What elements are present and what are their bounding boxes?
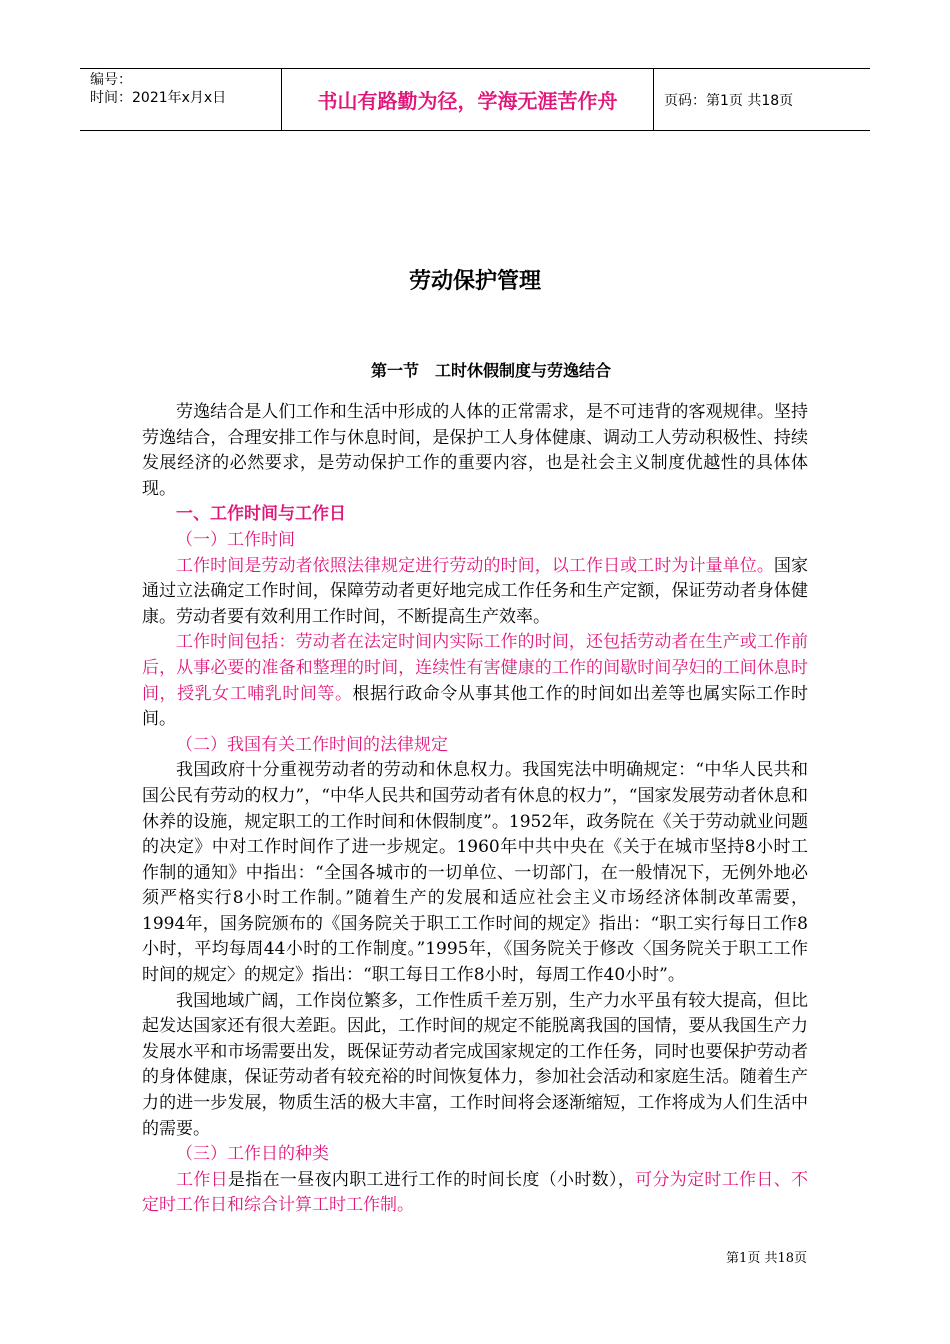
number-label: 编号： [90,72,132,88]
subheading-workday-types: （三）工作日的种类 [176,1144,329,1165]
date-label: 时间：2021年x月x日 [90,90,227,106]
heading-work-time-and-workday: 一、工作时间与工作日 [176,504,346,525]
body-text: 国家通过立法确定工作时间，保障劳动者更好地完成工作任务和生产定额，保证劳动者身体健康。劳动者要有效利用工作时间，不断提高生产效率。 [142,555,809,627]
highlight-text: 可分为定时工作日、不定时工作日和综合计算工时工作制。 [142,1169,809,1216]
body-text: 根据行政命令从事其他工作的时间如出差等也属实际工作时间。 [142,683,809,730]
intro-paragraph: 劳逸结合是人们工作和生活中形成的人体的正常需求，是不可违背的客观规律。坚持劳逸结合，合理安排工作与休息时间，是保护工人身体健康、调动工人劳动积极性、持续发展经济的必然要求，是劳动保护工作的重要内容，也是社会主义制度优越性的具体体现。 [142,402,808,499]
header-page-info: 页码：第1页 共18页 [664,92,794,109]
paragraph-work-time-definition [142,554,808,631]
highlight-text: 工作时间是劳动者依照法律规定进行劳动的时间，以工作日或工时为计量单位。 [176,555,774,576]
body-text: 是指在一昼夜内职工进行工作的时间长度（小时数）， [227,1169,636,1190]
header-motto: 书山有路勤为径，学海无涯苦作舟 [282,69,654,130]
paragraph-workday-types [142,1168,808,1219]
paragraph-legal-provisions: 我国政府十分重视劳动者的劳动和休息权力。我国宪法中明确规定：“中华人民共和国公民有劳动的权力”，“中华人民共和国劳动者有休息的权力”，“国家发展劳动者休息和休养的设施，规定职工的工作时间和休假制度”。1952年，政务院在《关于劳动就业问题的决定》中对工作时间作了进一步规定。1960年中共中央在《关于在城市坚持8小时工作制的通知》中指出：“全国各城市的一切单位、一切部门，在一般情况下，无例外地必须严格实行8小时工作制。”随着生产的发展和适应社会主义市场经济体制改革需要，1994年，国务院颁布的《国务院关于职工工作时间的规定》指出：“职工实行每日工作8小时，平均每周44小时的工作制度。”1995年，《国务院关于修改〈国务院关于职工工作时间的规定〉的规定》指出：“职工每日工作8小时，每周工作40小时”。 [142,760,808,986]
document-body [142,400,808,1219]
highlight-text: 工作时间包括：劳动者在法定时间内实际工作的时间，还包括劳动者在生产或工作前后，从事必要的准备和整理的时间，连续性有害健康的工作的间歇时间孕妇的工间休息时间，授乳女工哺乳时间等。 [142,632,808,704]
page-footer: 第1页 共18页 [726,1251,807,1266]
subheading-work-time: （一）工作时间 [176,529,295,550]
paragraph-work-time-includes [142,630,808,732]
subheading-legal-provisions: （二）我国有关工作时间的法律规定 [176,734,448,755]
document-title: 劳动保护管理 [408,269,541,294]
header-meta [80,69,282,130]
section-title: 第一节 工时休假制度与劳逸结合 [370,361,611,380]
highlight-text: 工作日 [176,1169,228,1190]
paragraph-national-conditions: 我国地域广阔，工作岗位繁多，工作性质千差万别，生产力水平虽有较大提高，但比起发达国家还有很大差距。因此，工作时间的规定不能脱离我国的国情，要从我国生产力发展水平和市场需要出发，既保证劳动者完成国家规定的工作任务，同时也要保护劳动者的身体健康，保证劳动者有较充裕的时间恢复体力，参加社会活动和家庭生活。随着生产力的进一步发展，物质生活的极大丰富，工作时间将会逐渐缩短，工作将成为人们生活中的需要。 [142,990,808,1139]
page-header [80,68,870,131]
